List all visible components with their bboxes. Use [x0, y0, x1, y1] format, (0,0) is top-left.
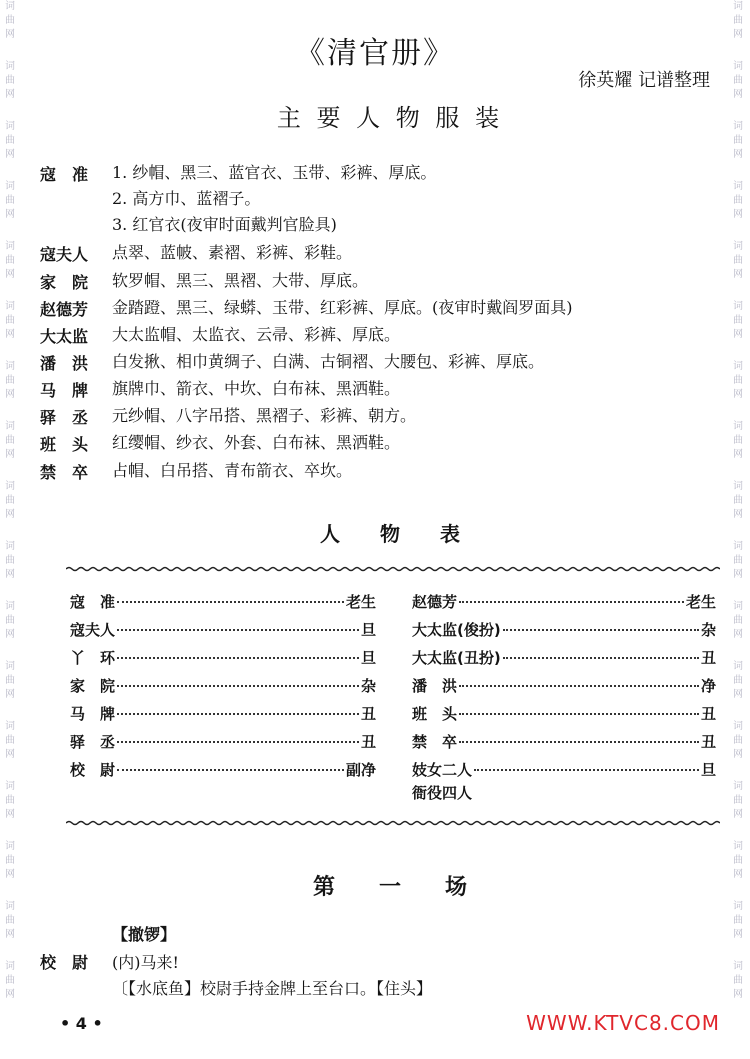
watermark-glyph: 词 — [5, 301, 15, 312]
page-number: • 4 • — [60, 1014, 103, 1033]
watermark-glyph: 词 — [5, 961, 15, 972]
costume-line: 大太监帽、太监衣、云帚、彩裤、厚底。 — [112, 325, 401, 344]
watermark-glyph: 词 — [733, 901, 743, 912]
watermark-glyph: 词 — [733, 121, 743, 132]
watermark-glyph: 网 — [733, 989, 743, 1000]
watermark-glyph: 网 — [5, 449, 15, 460]
role-row — [412, 703, 716, 724]
watermark-glyph: 曲 — [5, 615, 15, 626]
watermark-glyph: 词 — [733, 721, 743, 732]
credit-line: 徐英耀 记谱整理 — [578, 70, 710, 91]
watermark-glyph: 曲 — [5, 255, 15, 266]
leader-dots — [117, 769, 344, 771]
watermark-glyph: 曲 — [5, 435, 15, 446]
watermark-glyph: 词 — [733, 841, 743, 852]
costume-name: 驿 丞 — [40, 408, 89, 427]
watermark-glyph: 曲 — [733, 315, 743, 326]
watermark-glyph: 曲 — [5, 735, 15, 746]
watermark-glyph: 曲 — [5, 195, 15, 206]
costume-name: 禁 卒 — [40, 463, 89, 482]
watermark-glyph: 曲 — [733, 495, 743, 506]
leader-dots — [117, 629, 359, 631]
watermark-glyph: 网 — [5, 629, 15, 640]
leader-dots — [459, 685, 699, 687]
costume-name: 潘 洪 — [40, 354, 89, 373]
watermark-glyph: 曲 — [5, 915, 15, 926]
leader-dots — [117, 601, 344, 603]
watermark-glyph: 网 — [5, 269, 15, 280]
role-type: 老生 — [345, 593, 376, 611]
watermark-glyph: 曲 — [733, 795, 743, 806]
watermark-glyph: 词 — [5, 61, 15, 72]
watermark-glyph: 曲 — [5, 15, 15, 26]
watermark-glyph: 曲 — [733, 975, 743, 986]
site-watermark-url: WWW.KTVC8.COM — [526, 1011, 720, 1035]
watermark-glyph: 曲 — [733, 15, 743, 26]
watermark-glyph: 词 — [5, 481, 15, 492]
leader-dots — [459, 741, 699, 743]
divider-wavy-bottom — [66, 820, 720, 826]
leader-dots — [117, 657, 359, 659]
role-name: 寇 准 — [70, 593, 116, 611]
leader-dots — [117, 741, 359, 743]
watermark-glyph: 网 — [5, 749, 15, 760]
role-name: 家 院 — [70, 677, 116, 695]
role-type: 净 — [700, 677, 716, 695]
watermark-glyph: 词 — [733, 601, 743, 612]
watermark-glyph: 曲 — [733, 135, 743, 146]
costume-name: 寇夫人 — [40, 245, 89, 264]
watermark-glyph: 网 — [5, 89, 15, 100]
watermark-glyph: 曲 — [733, 555, 743, 566]
watermark-glyph: 词 — [733, 181, 743, 192]
watermark-left — [2, 0, 18, 1020]
watermark-glyph: 词 — [5, 1, 15, 12]
watermark-glyph: 网 — [733, 389, 743, 400]
watermark-glyph: 网 — [733, 449, 743, 460]
watermark-glyph: 曲 — [733, 75, 743, 86]
watermark-glyph: 网 — [733, 89, 743, 100]
costume-name: 班 头 — [40, 435, 89, 454]
watermark-glyph: 网 — [733, 809, 743, 820]
watermark-glyph: 词 — [5, 541, 15, 552]
watermark-glyph: 词 — [5, 721, 15, 732]
role-name: 校 尉 — [70, 761, 116, 779]
costume-line: 3. 红官衣(夜审时面戴判官脸具) — [112, 215, 337, 234]
role-row — [70, 647, 376, 668]
watermark-glyph: 词 — [733, 541, 743, 552]
role-name: 驿 丞 — [70, 733, 116, 751]
watermark-glyph: 网 — [733, 569, 743, 580]
role-row — [70, 675, 376, 696]
page-title: 《清官册》 — [295, 36, 455, 71]
watermark-glyph: 网 — [733, 269, 743, 280]
leader-dots — [459, 601, 684, 603]
role-row — [70, 703, 376, 724]
watermark-glyph: 词 — [5, 901, 15, 912]
watermark-glyph: 曲 — [5, 315, 15, 326]
role-name: 赵德芳 — [412, 593, 458, 611]
role-type: 丑 — [360, 705, 376, 723]
watermark-glyph: 词 — [733, 301, 743, 312]
watermark-glyph: 曲 — [733, 675, 743, 686]
watermark-glyph: 网 — [5, 149, 15, 160]
watermark-glyph: 网 — [5, 989, 15, 1000]
role-row — [70, 731, 376, 752]
costume-line: 金踏蹬、黑三、绿蟒、玉带、红彩裤、厚底。(夜审时戴阎罗面具) — [112, 298, 573, 317]
speaker-name: 校 尉 — [40, 953, 89, 972]
role-name: 潘 洪 — [412, 677, 458, 695]
watermark-glyph: 网 — [733, 869, 743, 880]
costume-line: 2. 高方巾、蓝褶子。 — [112, 189, 261, 208]
watermark-glyph: 词 — [733, 61, 743, 72]
costume-name: 赵德芳 — [40, 300, 89, 319]
watermark-glyph: 词 — [733, 1, 743, 12]
costume-line: 1. 纱帽、黑三、蓝官衣、玉带、彩裤、厚底。 — [112, 163, 437, 182]
watermark-glyph: 词 — [733, 961, 743, 972]
leader-dots — [503, 629, 699, 631]
music-cue: 【撤锣】 — [112, 925, 177, 944]
watermark-glyph: 网 — [5, 509, 15, 520]
costume-name: 马 牌 — [40, 381, 89, 400]
role-extra: 衙役四人 — [412, 784, 473, 802]
leader-dots — [117, 685, 359, 687]
watermark-glyph: 曲 — [5, 75, 15, 86]
watermark-glyph: 词 — [733, 661, 743, 672]
watermark-glyph: 网 — [5, 569, 15, 580]
watermark-glyph: 词 — [5, 421, 15, 432]
watermark-glyph: 曲 — [733, 435, 743, 446]
costume-name: 寇 准 — [40, 165, 89, 184]
watermark-glyph: 网 — [733, 209, 743, 220]
watermark-glyph: 词 — [733, 481, 743, 492]
role-name: 禁 卒 — [412, 733, 458, 751]
watermark-glyph: 曲 — [5, 555, 15, 566]
role-type: 丑 — [360, 733, 376, 751]
costume-heading: 主 要 人 物 服 装 — [276, 104, 504, 132]
role-row — [412, 731, 716, 752]
costume-name: 大太监 — [40, 327, 89, 346]
watermark-glyph: 词 — [733, 361, 743, 372]
costume-line: 占帽、白吊搭、青布箭衣、卒坎。 — [112, 461, 353, 480]
watermark-glyph: 网 — [5, 869, 15, 880]
role-type: 丑 — [700, 649, 716, 667]
watermark-glyph: 词 — [733, 421, 743, 432]
role-type: 杂 — [360, 677, 376, 695]
roles-heading: 人 物 表 — [320, 522, 460, 546]
watermark-glyph: 网 — [733, 149, 743, 160]
role-row — [412, 675, 716, 696]
watermark-glyph: 网 — [5, 689, 15, 700]
role-row — [70, 759, 376, 780]
watermark-glyph: 曲 — [5, 855, 15, 866]
leader-dots — [459, 713, 699, 715]
watermark-glyph: 曲 — [5, 375, 15, 386]
leader-dots — [503, 657, 699, 659]
watermark-glyph: 曲 — [733, 255, 743, 266]
watermark-glyph: 曲 — [733, 375, 743, 386]
watermark-glyph: 网 — [733, 509, 743, 520]
watermark-glyph: 曲 — [733, 855, 743, 866]
watermark-glyph: 曲 — [5, 795, 15, 806]
watermark-glyph: 网 — [5, 929, 15, 940]
costume-line: 元纱帽、八字吊搭、黑褶子、彩裤、朝方。 — [112, 406, 417, 425]
costume-line: 软罗帽、黑三、黑褶、大带、厚底。 — [112, 271, 369, 290]
scene-heading: 第 一 场 — [312, 874, 467, 900]
role-name: 马 牌 — [70, 705, 116, 723]
watermark-glyph: 词 — [733, 781, 743, 792]
watermark-glyph: 网 — [5, 389, 15, 400]
role-name: 寇夫人 — [70, 621, 116, 639]
watermark-glyph: 网 — [733, 29, 743, 40]
watermark-glyph: 网 — [5, 209, 15, 220]
role-row — [412, 759, 716, 780]
costume-line: 白发揪、相巾黄绸子、白满、古铜褶、大腰包、彩裤、厚底。 — [112, 352, 545, 371]
watermark-glyph: 词 — [5, 601, 15, 612]
watermark-right — [730, 0, 746, 1020]
costume-line: 点翠、蓝帔、素褶、彩裤、彩鞋。 — [112, 243, 353, 262]
role-type: 老生 — [685, 593, 716, 611]
role-name: 班 头 — [412, 705, 458, 723]
watermark-glyph: 词 — [5, 121, 15, 132]
role-row — [70, 591, 376, 612]
watermark-glyph: 曲 — [5, 495, 15, 506]
watermark-glyph: 词 — [5, 361, 15, 372]
watermark-glyph: 词 — [5, 241, 15, 252]
leader-dots — [117, 713, 359, 715]
watermark-glyph: 网 — [5, 809, 15, 820]
role-name: 大太监(俊扮) — [412, 621, 501, 639]
role-name: 丫 环 — [70, 649, 116, 667]
costume-line: 红缨帽、纱衣、外套、白布袜、黑洒鞋。 — [112, 433, 401, 452]
role-name: 大太监(丑扮) — [412, 649, 501, 667]
watermark-glyph: 网 — [733, 929, 743, 940]
role-type: 丑 — [700, 705, 716, 723]
watermark-glyph: 曲 — [5, 675, 15, 686]
watermark-glyph: 网 — [733, 329, 743, 340]
watermark-glyph: 词 — [5, 661, 15, 672]
costume-name: 家 院 — [40, 273, 89, 292]
role-type: 杂 — [700, 621, 716, 639]
role-row — [70, 619, 376, 640]
watermark-glyph: 曲 — [733, 195, 743, 206]
watermark-glyph: 网 — [733, 749, 743, 760]
role-type: 旦 — [360, 649, 376, 667]
watermark-glyph: 网 — [733, 629, 743, 640]
watermark-glyph: 曲 — [733, 615, 743, 626]
watermark-glyph: 词 — [5, 781, 15, 792]
role-type: 丑 — [700, 733, 716, 751]
watermark-glyph: 曲 — [5, 975, 15, 986]
watermark-glyph: 网 — [5, 329, 15, 340]
costume-line: 旗牌巾、箭衣、中坎、白布袜、黑洒鞋。 — [112, 379, 401, 398]
watermark-glyph: 曲 — [5, 135, 15, 146]
watermark-glyph: 词 — [733, 241, 743, 252]
watermark-glyph: 词 — [5, 841, 15, 852]
role-row — [412, 619, 716, 640]
stage-direction: 〔【水底鱼】校尉手持金牌上至台口。【住头】 — [112, 979, 433, 998]
leader-dots — [474, 769, 699, 771]
role-name: 妓女二人 — [412, 761, 473, 779]
dialogue-line: (内)马来! — [112, 953, 179, 972]
role-type: 旦 — [360, 621, 376, 639]
role-type: 副净 — [345, 761, 376, 779]
role-row — [412, 647, 716, 668]
watermark-glyph: 曲 — [733, 915, 743, 926]
watermark-glyph: 网 — [5, 29, 15, 40]
watermark-glyph: 词 — [5, 181, 15, 192]
watermark-glyph: 网 — [733, 689, 743, 700]
role-type: 旦 — [700, 761, 716, 779]
role-row — [412, 591, 716, 612]
divider-wavy-top — [66, 566, 720, 572]
watermark-glyph: 曲 — [733, 735, 743, 746]
